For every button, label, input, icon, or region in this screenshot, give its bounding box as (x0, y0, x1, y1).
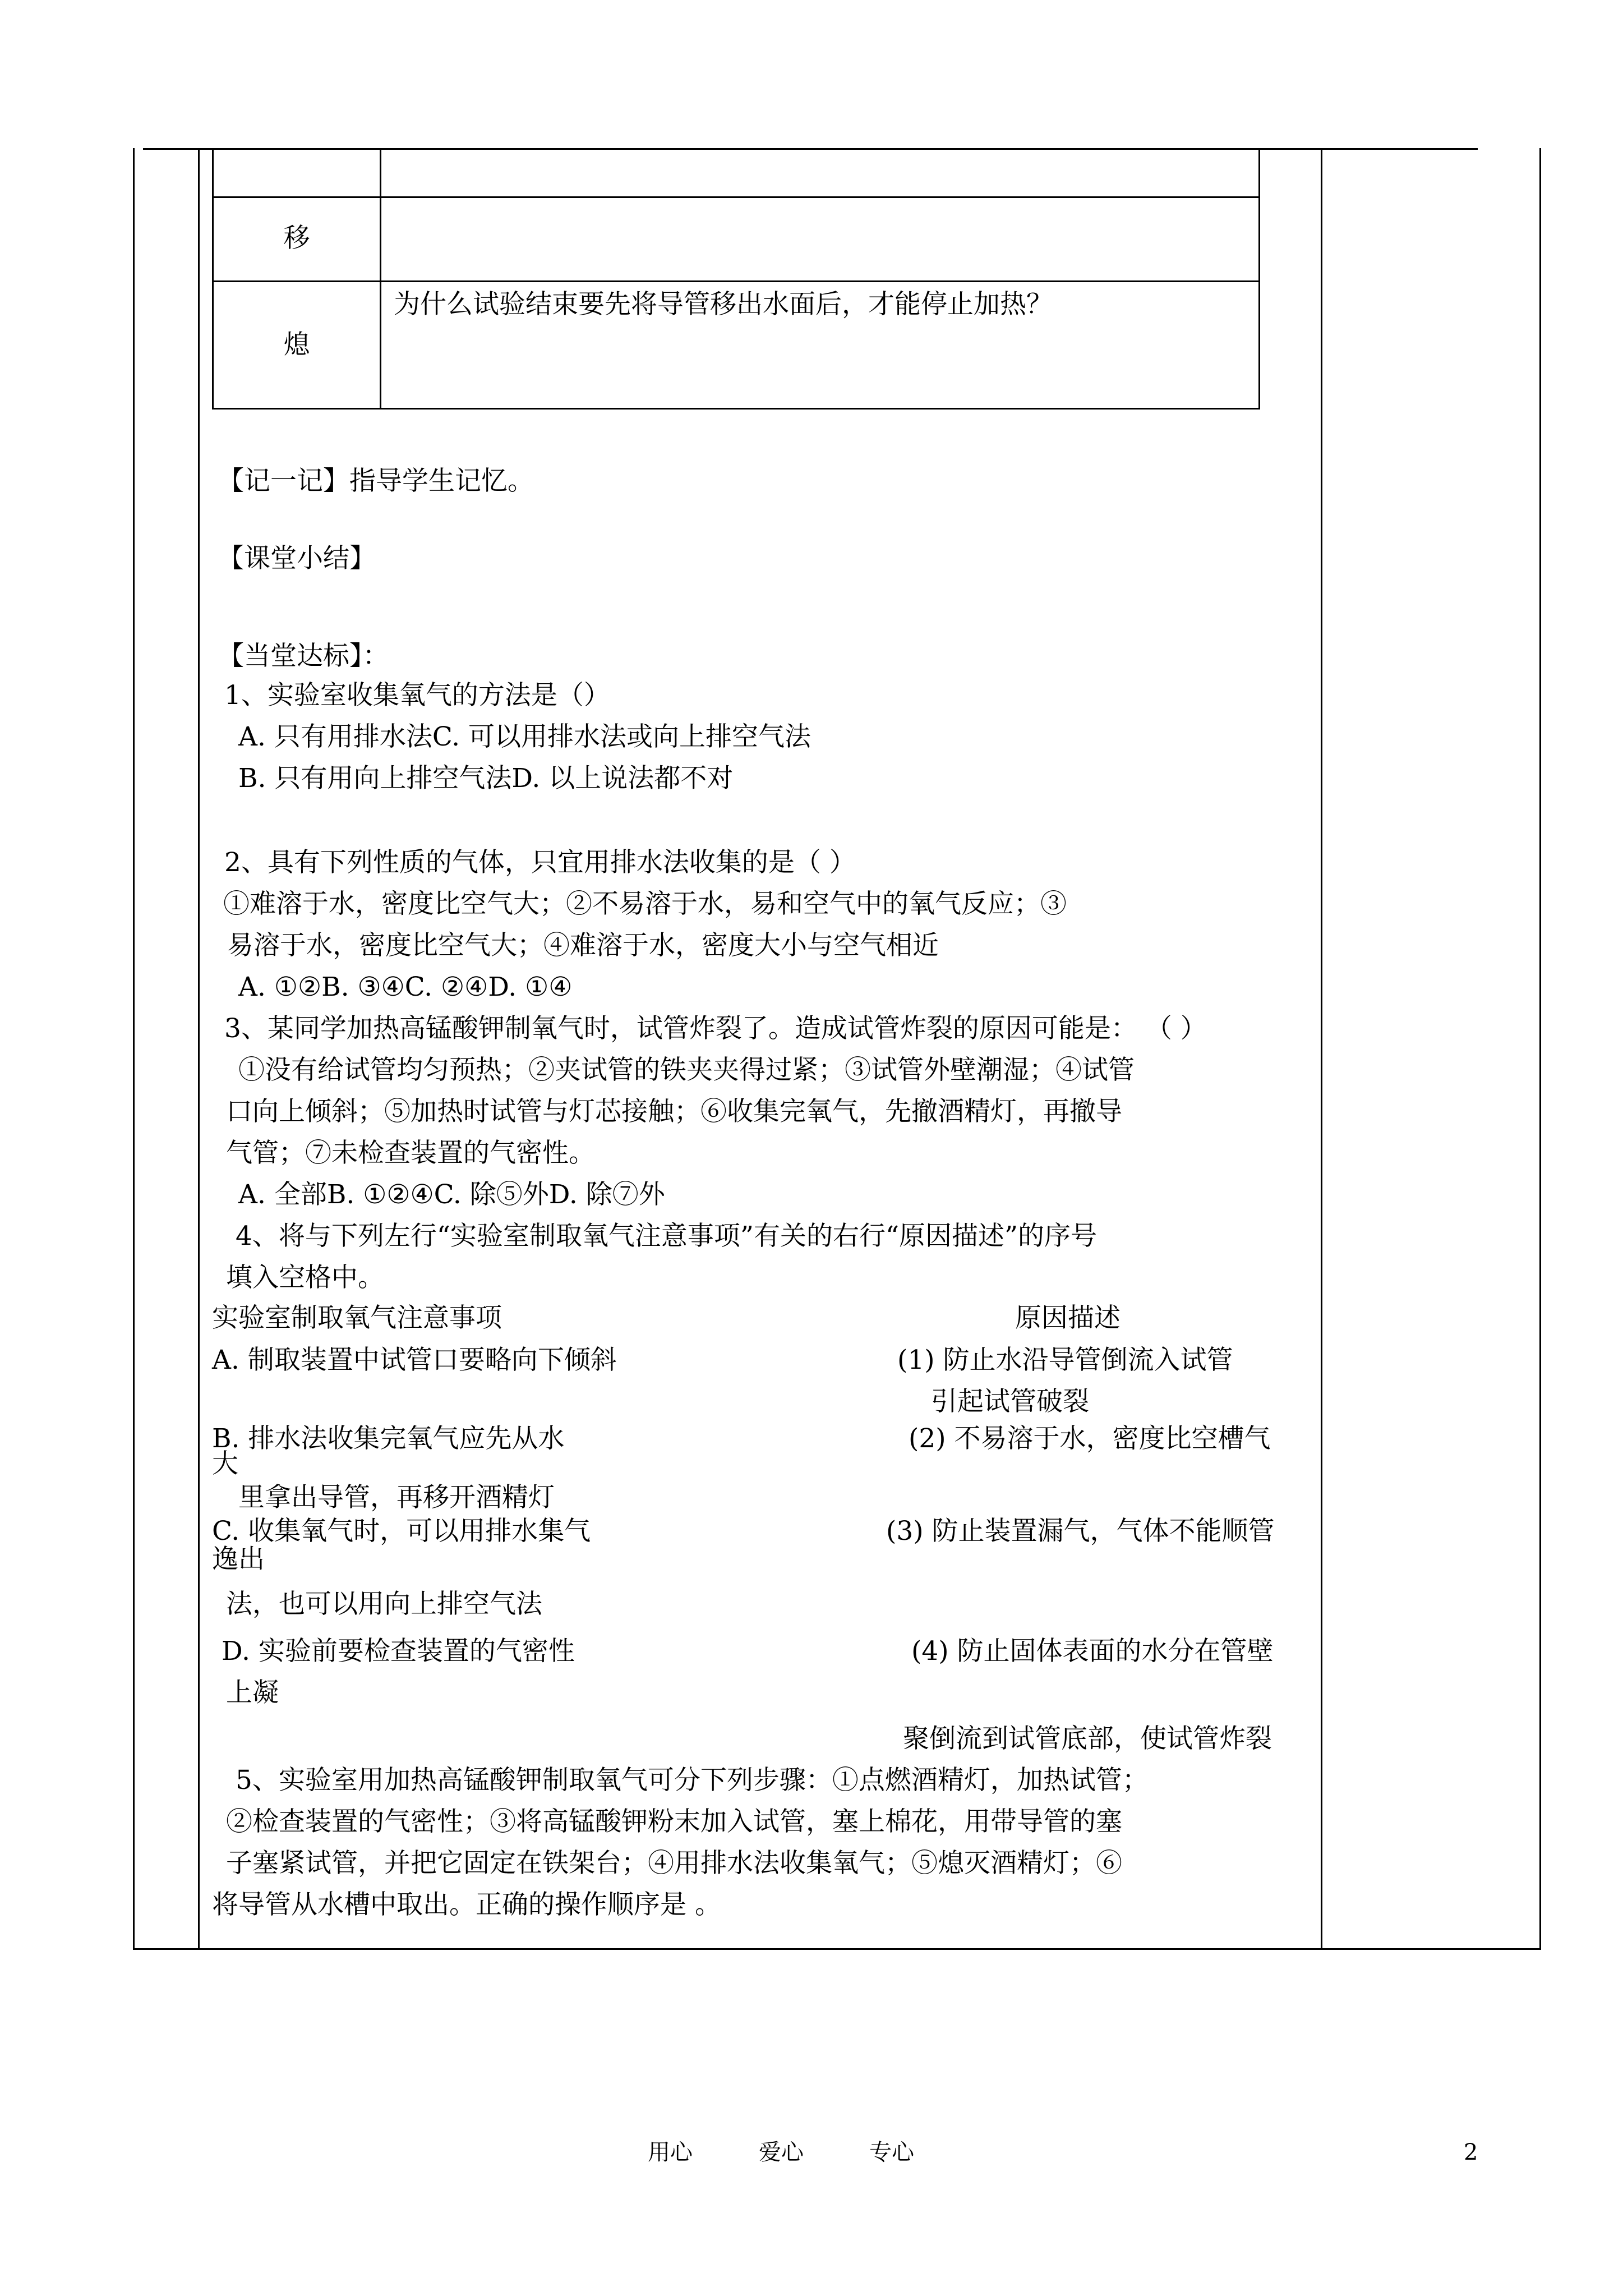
table-right-border (1258, 148, 1260, 409)
q2-line: ①难溶于水，密度比空气大；②不易溶于水，易和空气中的氧气反应；③ (223, 889, 1067, 919)
table-left-border (212, 148, 214, 409)
q3-line: 口向上倾斜；⑤加热时试管与灯芯接触；⑥收集完氧气，先撤酒精灯，再撤导 (226, 1096, 1122, 1127)
table-row-label: 熄 (283, 329, 310, 360)
q4-wrap-text: 上凝 (226, 1677, 279, 1708)
inner-right-border (1321, 148, 1322, 1950)
q3-line: 气管；⑦未检查装置的气密性。 (226, 1138, 595, 1168)
q4-wrap-text: 大 (212, 1448, 238, 1479)
q4-item-left-cont: 法，也可以用向上排空气法 (226, 1589, 542, 1619)
q5-line: 子塞紧试管，并把它固定在铁架台；④用排水法收集氧气；⑤熄灭酒精灯；⑥ (226, 1848, 1122, 1879)
q5-line: 将导管从水槽中取出。正确的操作顺序是 。 (212, 1889, 721, 1920)
q3-line: ①没有给试管均匀预热；②夹试管的铁夹夹得过紧；③试管外壁潮湿；④试管 (238, 1055, 1135, 1085)
q2-stem: 2、具有下列性质的气体，只宜用排水法收集的是（ ） (224, 847, 856, 878)
q5-line: 5、实验室用加热高锰酸钾制取氧气可分下列步骤：①点燃酒精灯，加热试管； (236, 1765, 1149, 1796)
q3-stem: 3、某同学加热高锰酸钾制氧气时，试管炸裂了。造成试管炸裂的原因可能是： （ ） (224, 1013, 1207, 1044)
footer-motto: 用心 (648, 2139, 693, 2165)
q1-stem: 1、实验室收集氧气的方法是（） (224, 680, 610, 711)
q2-line: 易溶于水，密度比空气大；④难溶于水，密度大小与空气相近 (227, 930, 939, 961)
footer-motto: 专心 (869, 2139, 914, 2165)
q4-stem-cont: 填入空格中。 (226, 1262, 384, 1293)
q4-item-left: D. 实验前要检查装置的气密性 (222, 1636, 575, 1667)
table-row-label: 移 (283, 223, 310, 254)
q1-option-line: B. 只有用向上排空气法D. 以上说法都不对 (238, 763, 734, 794)
table-row-content: 为什么试验结束要先将导管移出水面后，才能停止加热？ (394, 289, 1053, 320)
q4-item-left: C. 收集氧气时，可以用排水集气 (212, 1516, 591, 1547)
q4-wrap-text: 逸出 (212, 1544, 265, 1575)
practice-heading: 【当堂达标】： (218, 641, 389, 671)
q4-item-right: (2) 不易溶于水，密度比空槽气 (909, 1423, 1271, 1454)
header-rule (143, 148, 1478, 150)
inner-left-border (198, 148, 200, 1950)
table-row-line (212, 196, 1260, 198)
q5-line: ②检查装置的气密性；③将高锰酸钾粉末加入试管，塞上棉花，用带导管的塞 (226, 1806, 1122, 1837)
q4-item-right-cont: 聚倒流到试管底部，使试管炸裂 (903, 1723, 1272, 1754)
q4-item-right: (3) 防止装置漏气，气体不能顺管 (886, 1516, 1275, 1547)
summary-heading: 【课堂小结】 (218, 543, 376, 574)
q4-item-left-cont: 里拿出导管，再移开酒精灯 (238, 1482, 555, 1513)
table-row-line (212, 280, 1260, 282)
q4-right-header: 原因描述 (1015, 1303, 1121, 1333)
q4-item-left: B. 排水法收集完氧气应先从水 (212, 1423, 565, 1454)
q4-left-header: 实验室制取氧气注意事项 (212, 1303, 502, 1333)
table-bottom-border (212, 408, 1260, 409)
outer-right-border (1539, 148, 1541, 1950)
page-number: 2 (1464, 2139, 1478, 2165)
q1-option-line: A. 只有用排水法C. 可以用排水法或向上排空气法 (238, 721, 811, 752)
q4-item-right: (4) 防止固体表面的水分在管壁 (911, 1636, 1274, 1667)
q4-stem: 4、将与下列左行“实验室制取氧气注意事项”有关的右行“原因描述”的序号 (236, 1221, 1098, 1251)
q4-item-right-cont: 引起试管破裂 (931, 1386, 1089, 1417)
q3-options: A. 全部B. ①②④C. 除⑤外D. 除⑦外 (238, 1179, 665, 1210)
footer-motto: 爱心 (759, 2139, 804, 2165)
q2-options: A. ①②B. ③④C. ②④D. ①④ (238, 972, 573, 1002)
outer-left-border (133, 148, 135, 1950)
q4-item-right: (1) 防止水沿导管倒流入试管 (897, 1345, 1233, 1375)
remember-heading: 【记一记】指导学生记忆。 (218, 466, 534, 496)
bottom-border (133, 1948, 1541, 1950)
table-divider (380, 148, 381, 409)
q4-item-left: A. 制取装置中试管口要略向下倾斜 (212, 1345, 617, 1375)
